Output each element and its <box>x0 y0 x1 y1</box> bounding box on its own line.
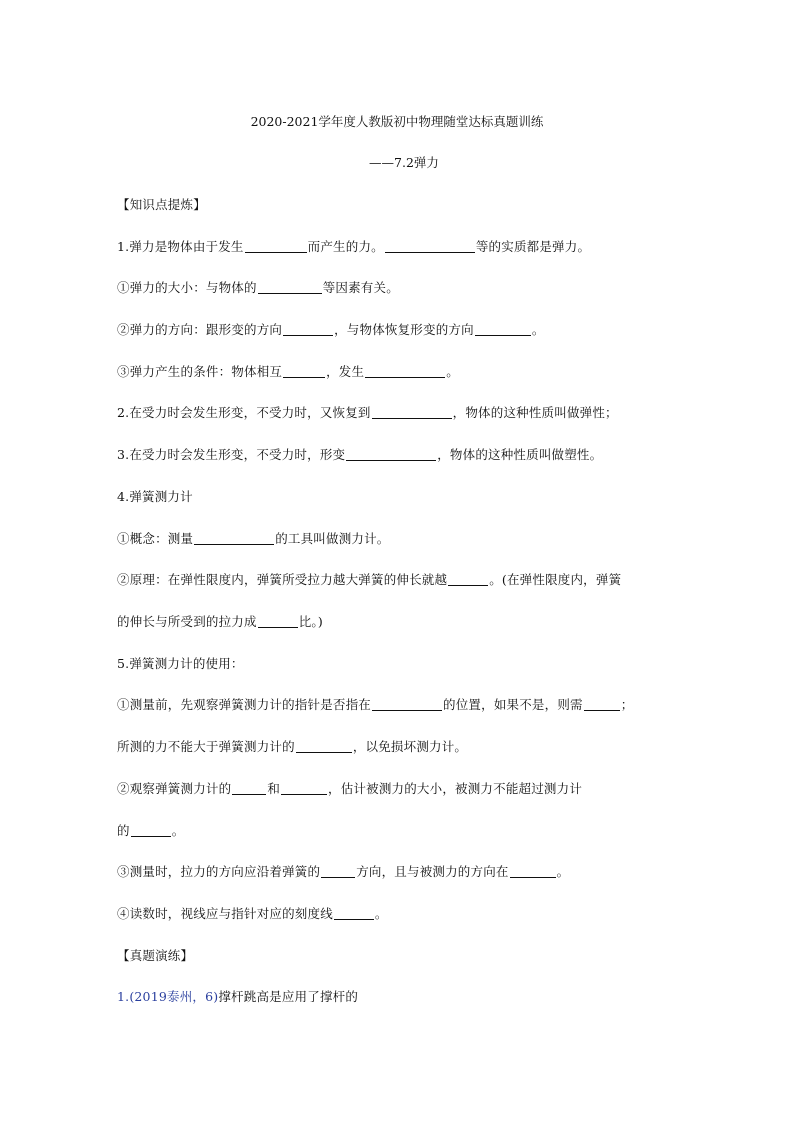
answer-blank <box>448 573 488 586</box>
answer-blank <box>385 240 475 253</box>
question-text: 撑杆跳高是应用了撑杆的 <box>218 989 359 1004</box>
knowledge-line-12: ①测量前，先观察弹簧测力计的指针是否指在 的位置，如果不是，则需 ； <box>117 697 634 712</box>
knowledge-line-13: 所测的力不能大于弹簧测力计的 ，以免损坏测力计。 <box>117 739 468 754</box>
knowledge-line-17: ④读数时，视线应与指针对应的刻度线 。 <box>117 906 388 921</box>
answer-blank <box>510 865 556 878</box>
answer-blank <box>131 824 171 837</box>
answer-blank <box>321 865 355 878</box>
knowledge-line-9: ②原理：在弹性限度内，弹簧所受拉力越大弹簧的伸长就越 。(在弹性限度内，弹簧 <box>117 572 622 587</box>
answer-blank <box>245 240 307 253</box>
answer-blank <box>365 365 445 378</box>
document-subtitle: ——7.2弹力 <box>369 155 439 170</box>
knowledge-line-7: 4.弹簧测力计 <box>117 489 193 504</box>
knowledge-line-1: 1.弹力是物体由于发生 而产生的力。 等的实质都是弹力。 <box>117 239 591 254</box>
answer-blank <box>372 406 452 419</box>
knowledge-line-11: 5.弹簧测力计的使用： <box>117 656 244 671</box>
knowledge-line-6: 3.在受力时会发生形变，不受力时，形变 ，物体的这种性质叫做塑性。 <box>117 447 603 462</box>
answer-blank <box>281 782 327 795</box>
section-heading-exercises: 【真题演练】 <box>117 948 194 963</box>
knowledge-line-15: 的 。 <box>117 823 185 838</box>
knowledge-line-5: 2.在受力时会发生形变，不受力时，又恢复到 ，物体的这种性质叫做弹性； <box>117 405 618 420</box>
knowledge-line-16: ③测量时，拉力的方向应沿着弹簧的 方向，且与被测力的方向在 。 <box>117 864 570 879</box>
question-1 <box>117 987 358 1005</box>
answer-blank <box>334 907 374 920</box>
answer-blank <box>584 698 620 711</box>
answer-blank <box>296 740 352 753</box>
knowledge-line-14: ②观察弹簧测力计的 和 ，估计被测力的大小，被测力不能超过测力计 <box>117 781 583 796</box>
answer-blank <box>283 323 333 336</box>
answer-blank <box>372 698 442 711</box>
document-title: 2020-2021学年度人教版初中物理随堂达标真题训练 <box>250 114 544 129</box>
answer-blank <box>475 323 531 336</box>
answer-blank <box>258 281 322 294</box>
knowledge-line-8: ①概念：测量 的工具叫做测力计。 <box>117 531 390 546</box>
knowledge-line-10: 的伸长与所受到的拉力成 比。) <box>117 614 323 629</box>
answer-blank <box>194 532 274 545</box>
question-source: 1.(2019泰州，6) <box>117 989 219 1004</box>
knowledge-line-2: ①弹力的大小：与物体的 等因素有关。 <box>117 280 399 295</box>
answer-blank <box>258 615 298 628</box>
answer-blank <box>283 365 325 378</box>
knowledge-line-4: ③弹力产生的条件：物体相互 ，发生 。 <box>117 364 459 379</box>
answer-blank <box>232 782 266 795</box>
knowledge-line-3: ②弹力的方向：跟形变的方向 ，与物体恢复形变的方向 。 <box>117 322 545 337</box>
section-heading-knowledge: 【知识点提炼】 <box>117 197 206 212</box>
answer-blank <box>346 448 436 461</box>
